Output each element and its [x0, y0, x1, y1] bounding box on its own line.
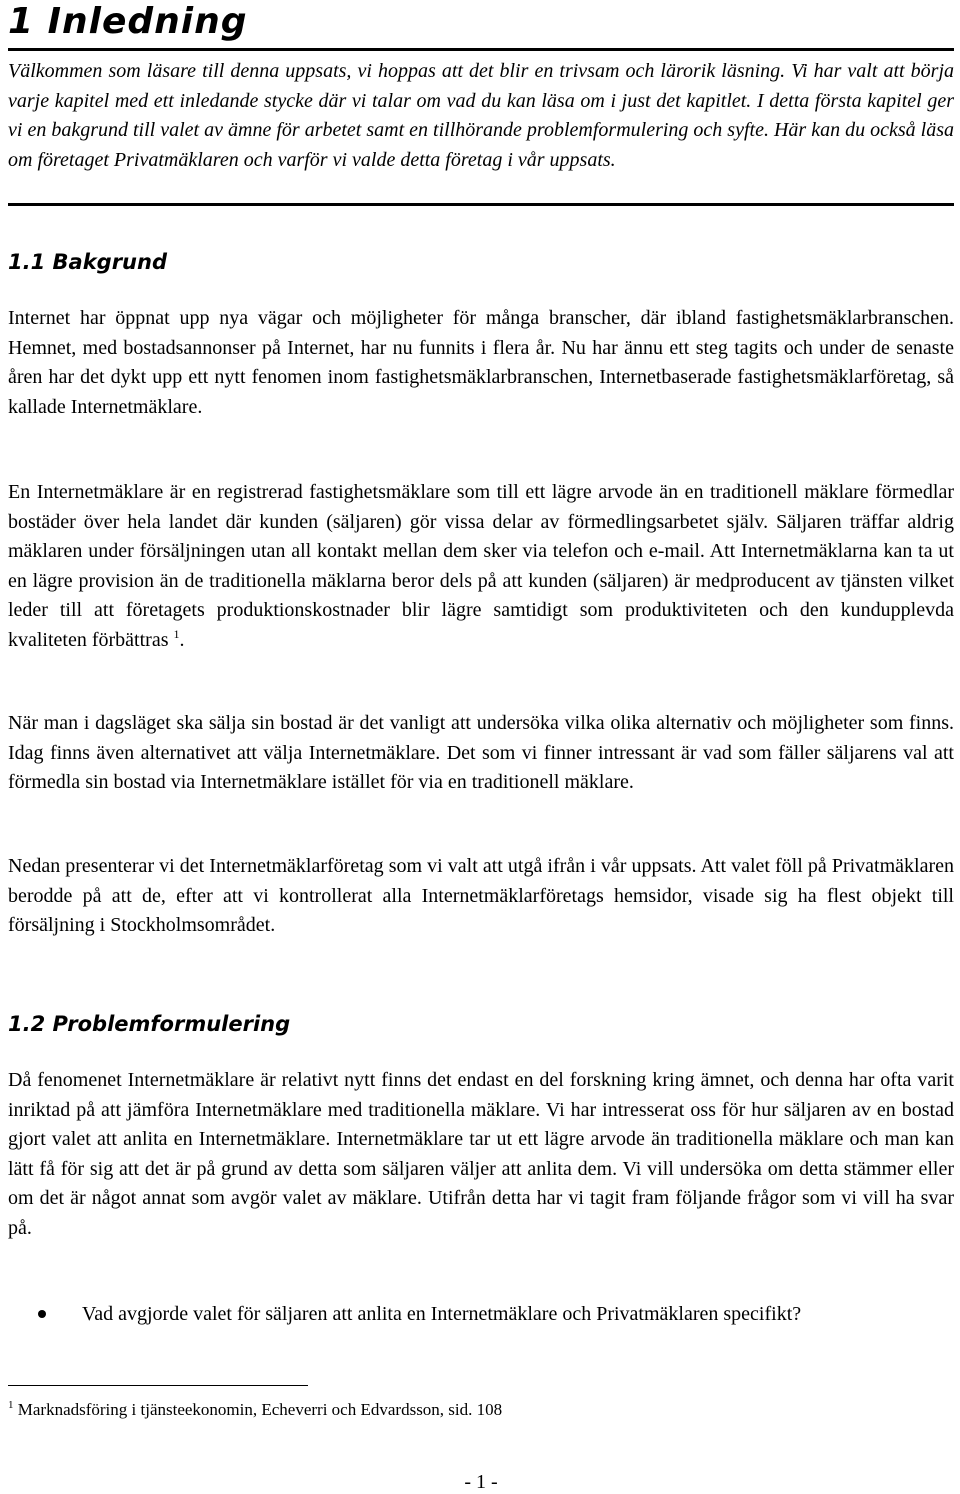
- section-heading-bakgrund: 1.1 Bakgrund: [8, 250, 167, 274]
- footnote-separator: [8, 1385, 308, 1386]
- footnote-number: 1: [8, 1399, 14, 1411]
- footnote-reference: 1: [173, 626, 180, 641]
- footnote-text: Marknadsföring i tjänsteekonomin, Echeverri och Edvardsson, sid. 108: [17, 1400, 503, 1419]
- paragraph-with-footnote: [8, 478, 954, 655]
- paragraph: Nedan presenterar vi det Internetmäklarföretag som vi valt att utgå ifrån i vår uppsats. Att valet föll på Privatmäklaren berodde på att de, efter att vi kontrollerat alla Internetmäklarföretags hemsidor, visade sig ha flest objekt till försäljning i Stockholmsområdet.: [8, 855, 954, 936]
- section-heading-problemformulering: 1.2 Problemformulering: [8, 1012, 291, 1036]
- paragraph: Då fenomenet Internetmäklare är relativt nytt finns det endast en del forskning kring ämnet, och denna har ofta varit inriktad på att jämföra Internetmäklare med traditionella mäklare. Vi har intresserat oss för hur säljaren av en bostad gjort valet att anlita en Internetmäklare. Internetmäklare tar ut ett lägre arvode än traditionella mäklare och man kan lätt få för sig att det är på grund av detta som säljaren väljer att anlita dem. Vi vill undersöka om detta stämmer eller om det är något annat som avgör valet av mäklare. Utifrån detta har vi tagit fram följande frågor som vi vill ha svar på.: [8, 1069, 954, 1239]
- paragraph-text: En Internetmäklare är en registrerad fastighetsmäklare som till ett lägre arvode än en traditionell mäklare förmedlar bostäder över hela landet där kunden (säljaren) gör vissa delar av förmedlingsarbetet själv. Säljaren träffar aldrig mäklaren under försäljningen utan all kontakt mellan dem sker via telefon och e-mail. Att Internetmäklarna kan ta ut en lägre provision än de traditionella mäklarna beror dels på att kunden (säljaren) är medproducent av tjänsten vilket leder till att företagets produktionskostnader blir lägre samtidigt som produktiviteten och den kundupplevda kvaliteten förbättras: [8, 481, 954, 651]
- bottom-divider: [8, 203, 954, 206]
- top-divider: [8, 48, 954, 51]
- paragraph-end-punctuation: .: [179, 628, 185, 651]
- paragraph: Internet har öppnat upp nya vägar och möjligheter för många branscher, där ibland fastighetsmäklarbranschen. Hemnet, med bostadsannonser på Internet, har nu funnits i flera år. Nu har ännu ett steg tagits och under de senaste åren har det dykt upp ett nytt fenomen inom fastighetsmäklarbranschen, Internetbaserade fastighetsmäklarföretag, så kallade Internetmäklare.: [8, 307, 954, 418]
- footnote: [8, 1398, 502, 1422]
- bullet-icon: [38, 1310, 46, 1318]
- chapter-title: 1 Inledning: [8, 1, 248, 42]
- paragraph: När man i dagsläget ska sälja sin bostad är det vanligt att undersöka vilka olika alternativ och möjligheter som finns. Idag finns även alternativet att välja Internetmäklare. Det som vi finner intressant är vad som fäller säljarens val att förmedla sin bostad via Internetmäklare istället för via en traditionell mäklare.: [8, 712, 954, 793]
- chapter-intro: Välkommen som läsare till denna uppsats, vi hoppas att det blir en trivsam och lärorik läsning. Vi har valt att börja varje kapitel med ett inledande stycke där vi talar om vad du kan läsa om i just det kapitlet. I detta första kapitel ger vi en bakgrund till valet av ämne för arbetet samt en tillhörande problemformulering och syfte. Här kan du också läsa om företaget Privatmäklaren och varför vi valde detta företag i vår uppsats.: [8, 60, 954, 171]
- page-number: - 1 -: [464, 1471, 498, 1493]
- question-text: Vad avgjorde valet för säljaren att anlita en Internetmäklare och Privatmäklaren specifikt?: [82, 1303, 802, 1325]
